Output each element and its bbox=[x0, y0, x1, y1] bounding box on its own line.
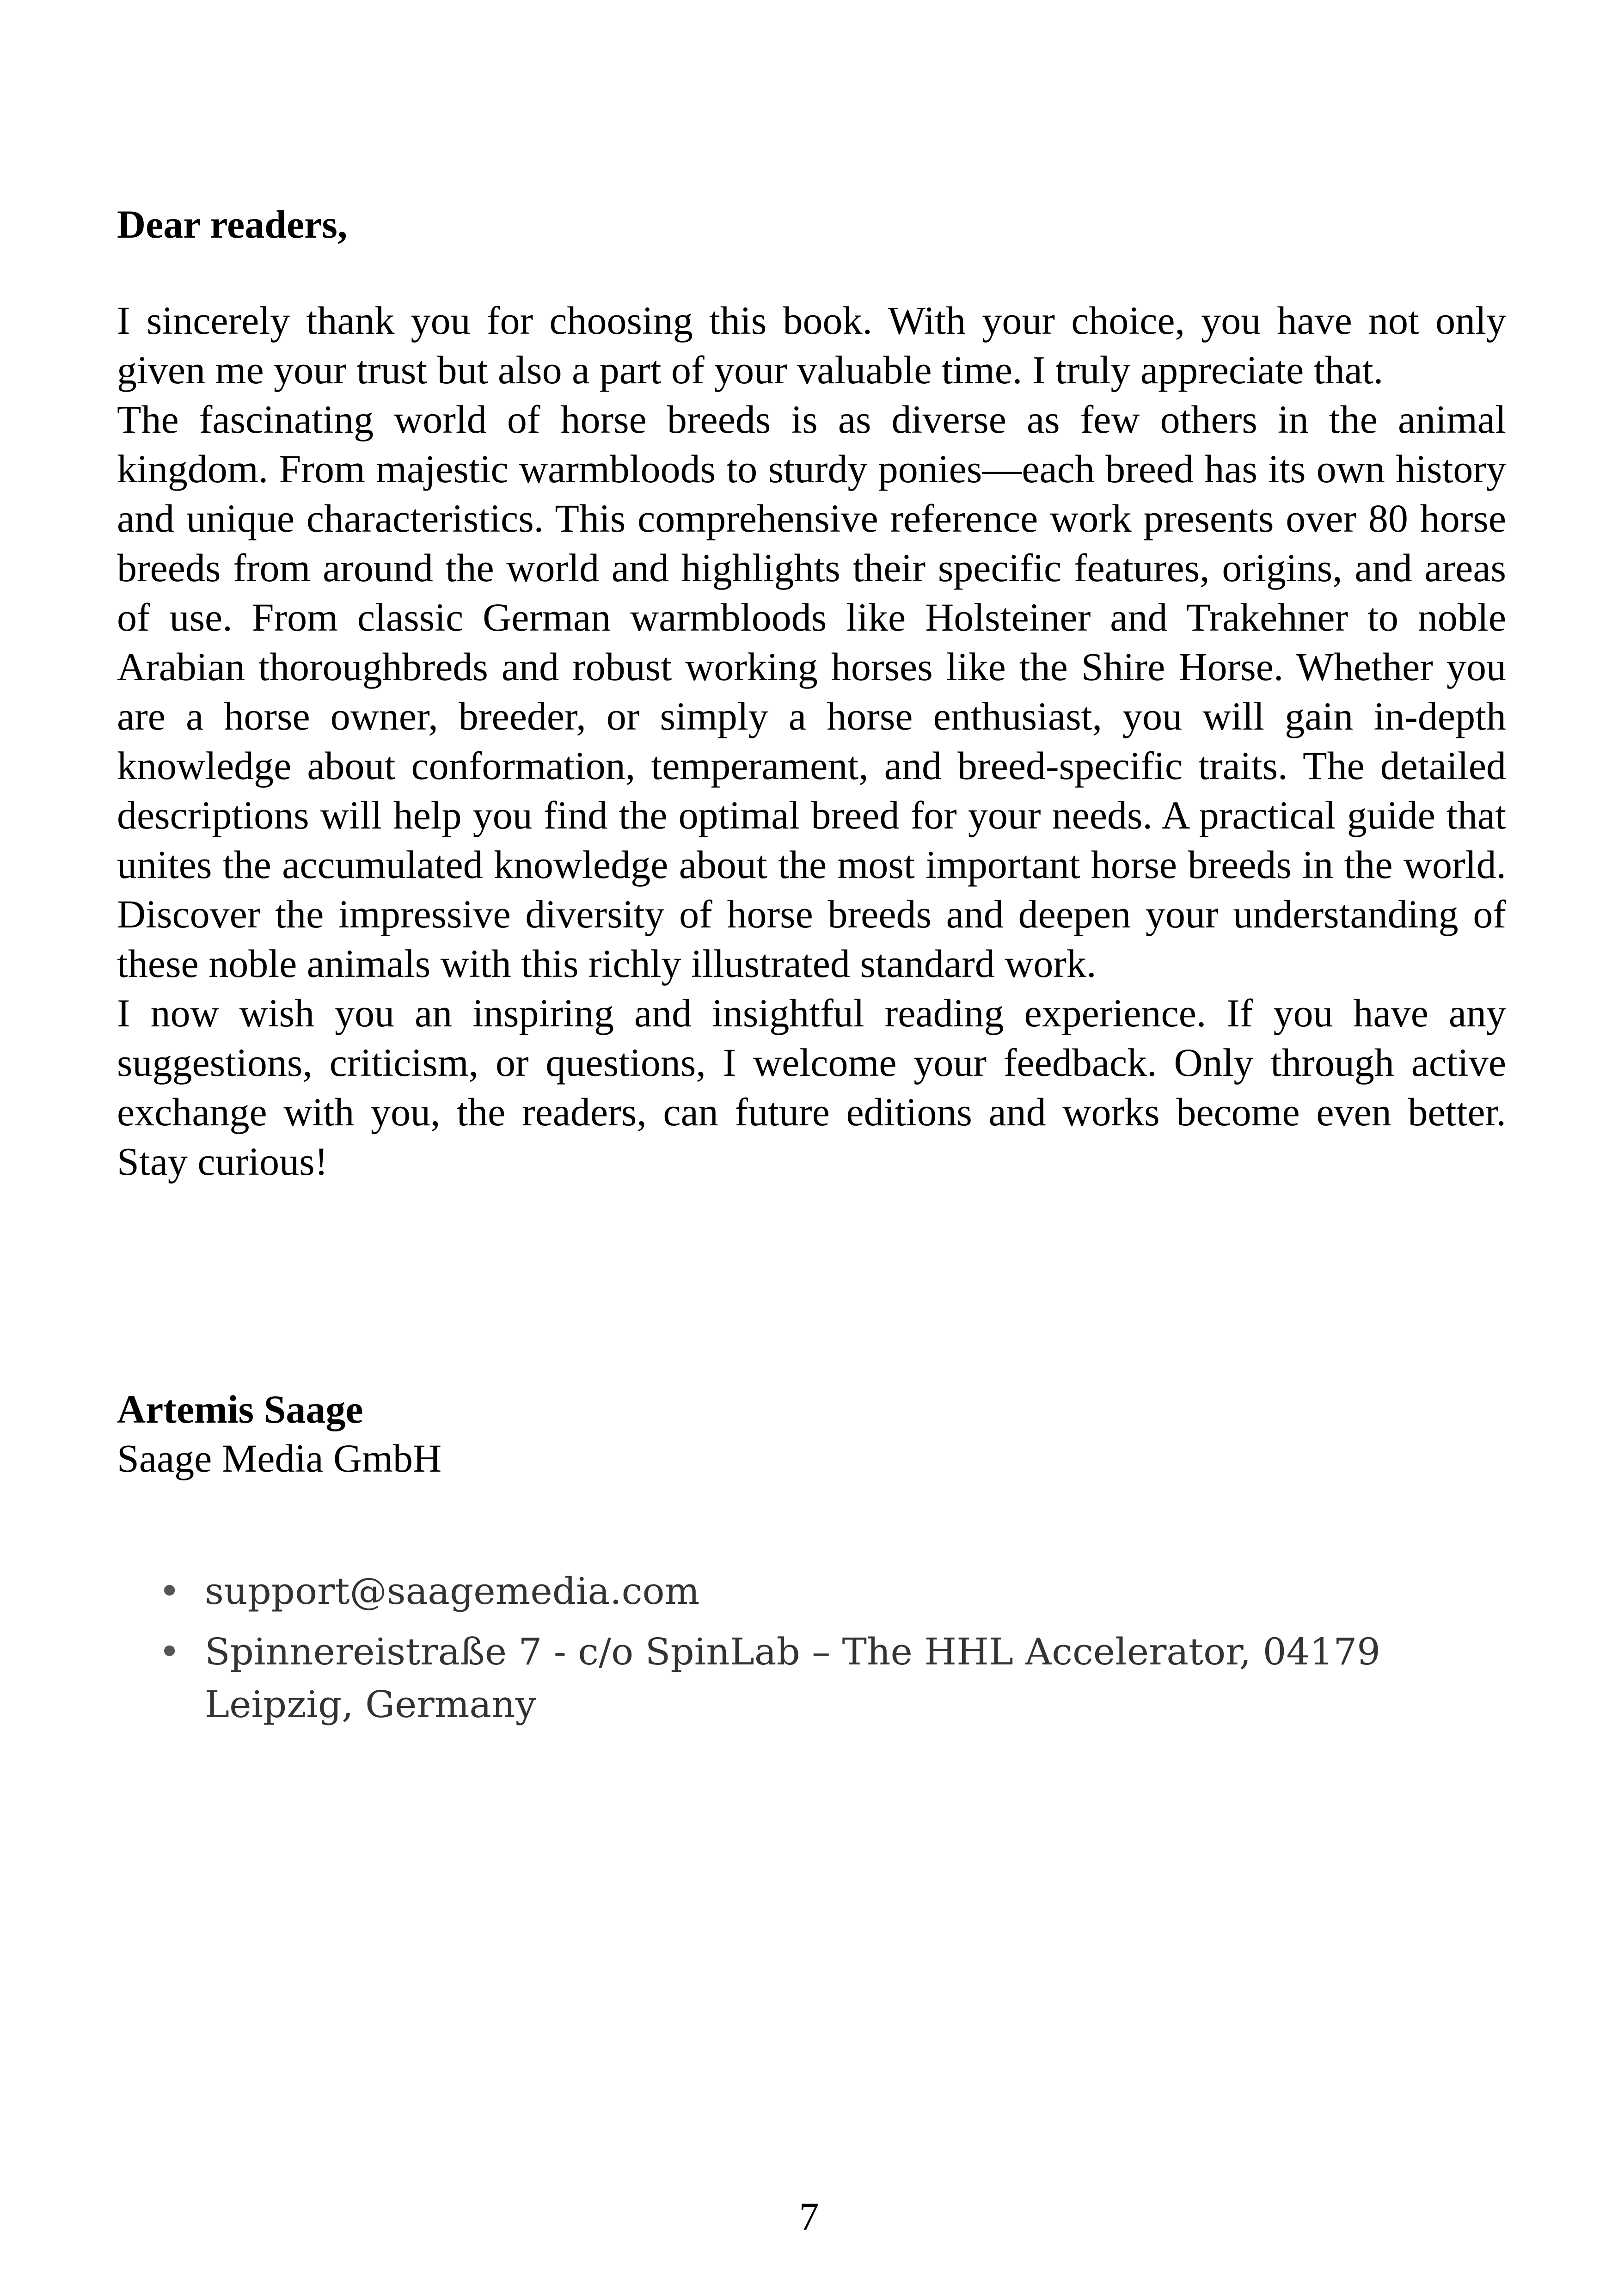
contact-item-email bbox=[159, 1565, 1499, 1618]
letter-body bbox=[117, 296, 1506, 1186]
contact-list bbox=[159, 1565, 1499, 1739]
contact-address: Spinnereistraße 7 - c/o SpinLab – The HHL Accelerator, 04179 Leipzig, Germany bbox=[205, 1630, 1381, 1726]
salutation-heading: Dear readers, bbox=[117, 202, 348, 246]
signature-block bbox=[117, 1385, 441, 1483]
bullet-icon: • bbox=[159, 1630, 181, 1673]
paragraph-thanks: I sincerely thank you for choosing this book. With your choice, you have not only given me your trust but also a part of your valuable time. I truly appreciate that. bbox=[117, 298, 1506, 392]
paragraph-book-description: The fascinating world of horse breeds is as diverse as few others in the animal kingdom. From majestic warmbloods to sturdy ponies—each breed has its own history and unique characteristics. This comprehensive reference work presents over 80 horse breeds from around the world and highlights their specific features, origins, and areas of use. From classic German warmbloods like Holsteiner and Trakehner to noble Arabian thoroughbreds and robust working horses like the Shire Horse. Whether you are a horse owner, breeder, or simply a horse enthusiast, you will gain in-depth knowledge about conformation, temperament, and breed-specific traits. The detailed descriptions will help you find the optimal breed for your needs. A practical guide that unites the accumulated knowledge about the most important horse breeds in the world. Discover the impressive diversity of horse breeds and deepen your understanding of these noble animals with this richly illustrated standard work. bbox=[117, 397, 1506, 986]
bullet-icon: • bbox=[159, 1570, 181, 1613]
paragraph-closing-wish: I now wish you an inspiring and insightful reading experience. If you have any suggestions, criticism, or questions, I welcome your feedback. Only through active exchange with you, the readers, can future editions and works become even better. Stay curious! bbox=[117, 991, 1506, 1184]
company-name: Saage Media GmbH bbox=[117, 1436, 442, 1480]
author-name: Artemis Saage bbox=[117, 1387, 363, 1431]
contact-email[interactable]: support@saagemedia.com bbox=[205, 1570, 700, 1613]
page-number: 7 bbox=[799, 2194, 819, 2239]
contact-item-address bbox=[159, 1626, 1499, 1731]
